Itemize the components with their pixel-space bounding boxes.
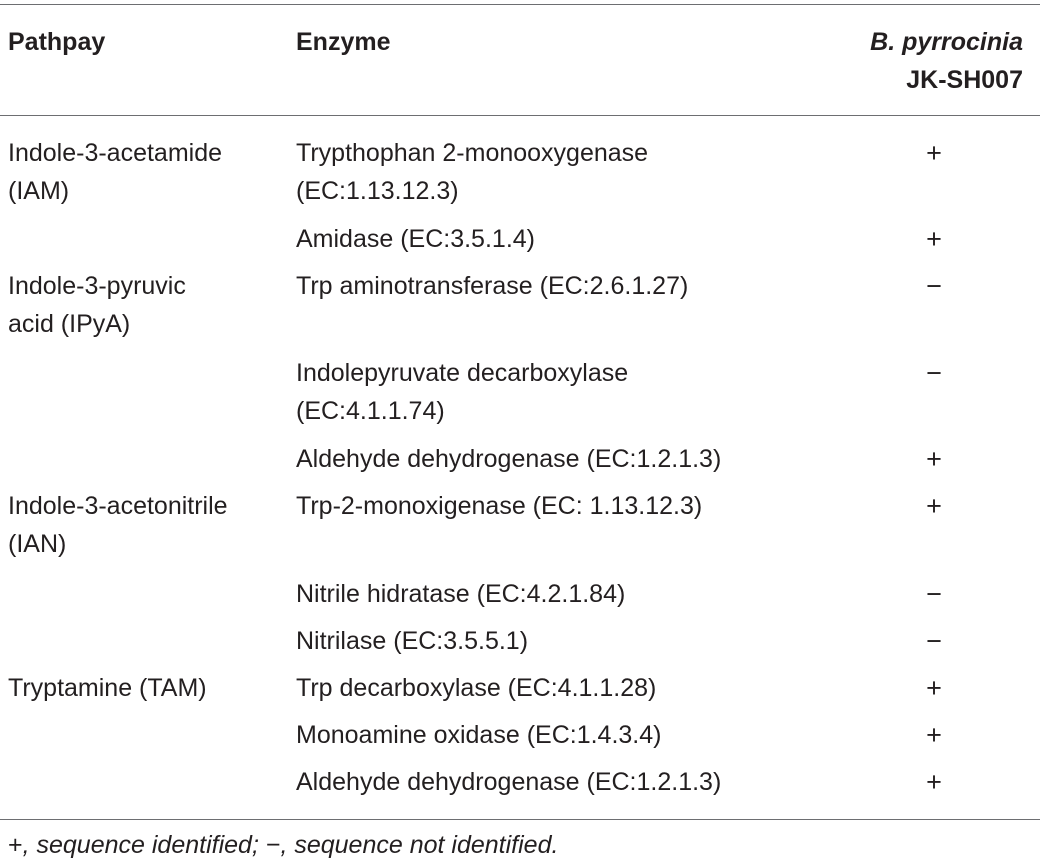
enzyme-label-line1: Nitrilase (EC:3.5.5.1) — [296, 627, 529, 655]
result-cell: + — [926, 767, 942, 797]
pathway-label-line1: Indole-3-pyruvic — [8, 272, 186, 300]
enzyme-cell — [296, 134, 856, 210]
footnote-plus-text: , sequence identified; — [22, 831, 266, 859]
pathway-label-line1: Indole-3-acetamide — [8, 139, 223, 167]
header-organism — [870, 23, 1023, 99]
enzyme-label-line2: (EC:4.1.1.74) — [296, 397, 445, 425]
pathway-cell-iam — [8, 134, 278, 210]
enzyme-cell — [296, 622, 856, 660]
footnote-plus-symbol: + — [8, 831, 23, 859]
enzyme-cell — [296, 220, 856, 258]
enzyme-label-line1: Indolepyruvate decarboxylase — [296, 359, 629, 387]
pathway-cell-ian — [8, 487, 278, 563]
enzyme-cell — [296, 267, 856, 305]
pathway-label-line2: (IAN) — [8, 530, 67, 558]
enzyme-label-line1: Monoamine oxidase (EC:1.4.3.4) — [296, 721, 662, 749]
result-cell: + — [926, 444, 942, 474]
pathway-label-line2: acid (IPyA) — [8, 310, 131, 338]
footnote-minus-text: , sequence not identified. — [280, 831, 559, 859]
result-cell: + — [926, 224, 942, 254]
header-organism-strain: JK-SH007 — [906, 66, 1023, 94]
enzyme-cell — [296, 669, 856, 707]
header-rule — [0, 115, 1040, 116]
enzyme-label-line1: Aldehyde dehydrogenase (EC:1.2.1.3) — [296, 445, 722, 473]
enzyme-cell — [296, 487, 856, 525]
enzyme-label-line1: Trp-2-monoxigenase (EC: 1.13.12.3) — [296, 492, 703, 520]
pathway-label-line1: Indole-3-acetonitrile — [8, 492, 228, 520]
enzyme-cell — [296, 575, 856, 613]
result-cell: + — [926, 138, 942, 168]
enzyme-cell — [296, 716, 856, 754]
header-enzyme: Enzyme — [296, 28, 391, 56]
result-cell: − — [926, 358, 942, 388]
enzyme-label-line2: (EC:1.13.12.3) — [296, 177, 459, 205]
table-bottom-rule — [0, 819, 1040, 820]
header-pathway: Pathpay — [8, 28, 106, 56]
result-cell: + — [926, 720, 942, 750]
header-organism-species: B. pyrrocinia — [870, 28, 1023, 56]
footnote-minus-symbol: − — [265, 831, 281, 859]
enzyme-cell — [296, 440, 856, 478]
result-cell: + — [926, 673, 942, 703]
pathway-label-line1: Tryptamine (TAM) — [8, 674, 207, 702]
pathway-label-line2: (IAM) — [8, 177, 70, 205]
enzyme-label-line1: Trp decarboxylase (EC:4.1.1.28) — [296, 674, 657, 702]
table-top-rule — [0, 4, 1040, 5]
result-cell: − — [926, 579, 942, 609]
result-cell: + — [926, 491, 942, 521]
enzyme-cell — [296, 354, 856, 430]
enzyme-label-line1: Trp aminotransferase (EC:2.6.1.27) — [296, 272, 689, 300]
result-cell: − — [926, 626, 942, 656]
result-cell: − — [926, 271, 942, 301]
enzyme-label-line1: Aldehyde dehydrogenase (EC:1.2.1.3) — [296, 768, 722, 796]
enzyme-label-line1: Trypthophan 2-monooxygenase — [296, 139, 649, 167]
pathway-cell-tam — [8, 669, 278, 707]
enzyme-cell — [296, 763, 856, 801]
enzyme-label-line1: Amidase (EC:3.5.1.4) — [296, 225, 535, 253]
pathway-cell-ipya — [8, 267, 278, 343]
table-footnote — [8, 826, 558, 864]
enzyme-label-line1: Nitrile hidratase (EC:4.2.1.84) — [296, 580, 626, 608]
